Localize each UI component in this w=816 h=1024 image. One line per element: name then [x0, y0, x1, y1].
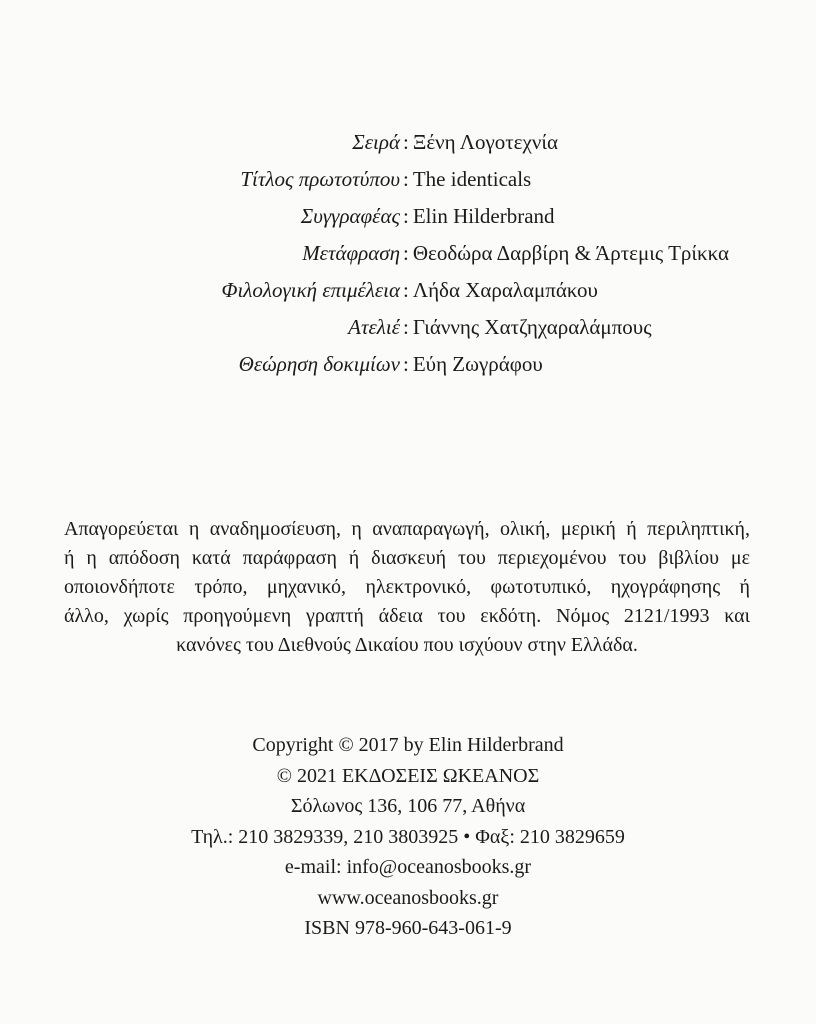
legal-line: άλλο, χωρίς προηγούμενη γραπτή άδεια του εκδότη. Νόμος 2121/1993 και	[64, 605, 750, 627]
credit-row-atelier	[0, 309, 816, 346]
credit-value: Γιάννης Χατζηχαραλάμπους	[412, 315, 652, 339]
credit-value: Εύη Ζωγράφου	[412, 352, 543, 376]
credit-row-author	[0, 198, 816, 235]
credit-colon: :	[403, 130, 409, 154]
publisher-info	[0, 730, 816, 944]
credit-row-translation	[0, 235, 816, 272]
credit-colon: :	[403, 352, 409, 376]
credit-label: Μετάφραση	[302, 241, 400, 265]
isbn: ISBN 978-960-643-061-9	[304, 917, 512, 939]
credit-row-original-title	[0, 161, 816, 198]
credits-list	[0, 124, 816, 383]
credit-colon: :	[403, 167, 409, 191]
publisher-website: www.oceanosbooks.gr	[317, 886, 499, 909]
credit-value: The identicals	[412, 167, 532, 191]
credit-colon: :	[403, 204, 409, 228]
credit-label: Τίτλος πρωτοτύπου	[240, 167, 400, 191]
credit-row-proofreading	[0, 346, 816, 383]
credit-value: Θεοδώρα Δαρβίρη & Άρτεμις Τρίκκα	[412, 241, 730, 265]
credit-label: Ατελιέ	[348, 315, 400, 339]
credit-value: Elin Hilderbrand	[412, 204, 555, 228]
credit-row-series	[0, 124, 816, 161]
legal-line: ή η απόδοση κατά παράφραση ή διασκευή του περιεχομένου του βιβλίου με	[64, 547, 750, 569]
credit-colon: :	[403, 241, 409, 265]
credit-colon: :	[403, 278, 409, 302]
credit-value: Λήδα Χαραλαμπάκου	[412, 278, 598, 302]
publisher-email: e-mail: info@oceanosbooks.gr	[284, 856, 532, 878]
legal-line: κανόνες του Διεθνούς Δικαίου που ισχύουν στην Ελλάδα.	[176, 634, 638, 656]
credit-label: Φιλολογική επιμέλεια	[221, 278, 400, 302]
publisher-phones: Τηλ.: 210 3829339, 210 3803925 • Φαξ: 210 3829659	[191, 825, 625, 848]
copyright-original: Copyright © 2017 by Elin Hilderbrand	[252, 734, 564, 756]
credit-label: Σειρά	[352, 130, 400, 154]
credit-row-editing	[0, 272, 816, 309]
credit-label: Θεώρηση δοκιμίων	[238, 352, 400, 376]
credit-label: Συγγραφέας	[300, 204, 400, 228]
credit-value: Ξένη Λογοτεχνία	[412, 130, 558, 154]
credit-colon: :	[403, 315, 409, 339]
legal-notice	[64, 515, 750, 660]
publisher-address: Σόλωνος 136, 106 77, Αθήνα	[290, 795, 526, 817]
copyright-publisher: © 2021 ΕΚΔΟΣΕΙΣ ΩΚΕΑΝΟΣ	[276, 764, 540, 787]
legal-line: Απαγορεύεται η αναδημοσίευση, η αναπαραγωγή, ολική, μερική ή περιληπτική,	[64, 518, 750, 540]
legal-line: οποιονδήποτε τρόπο, μηχανικό, ηλεκτρονικό, φωτοτυπικό, ηχογράφησης ή	[64, 576, 750, 598]
